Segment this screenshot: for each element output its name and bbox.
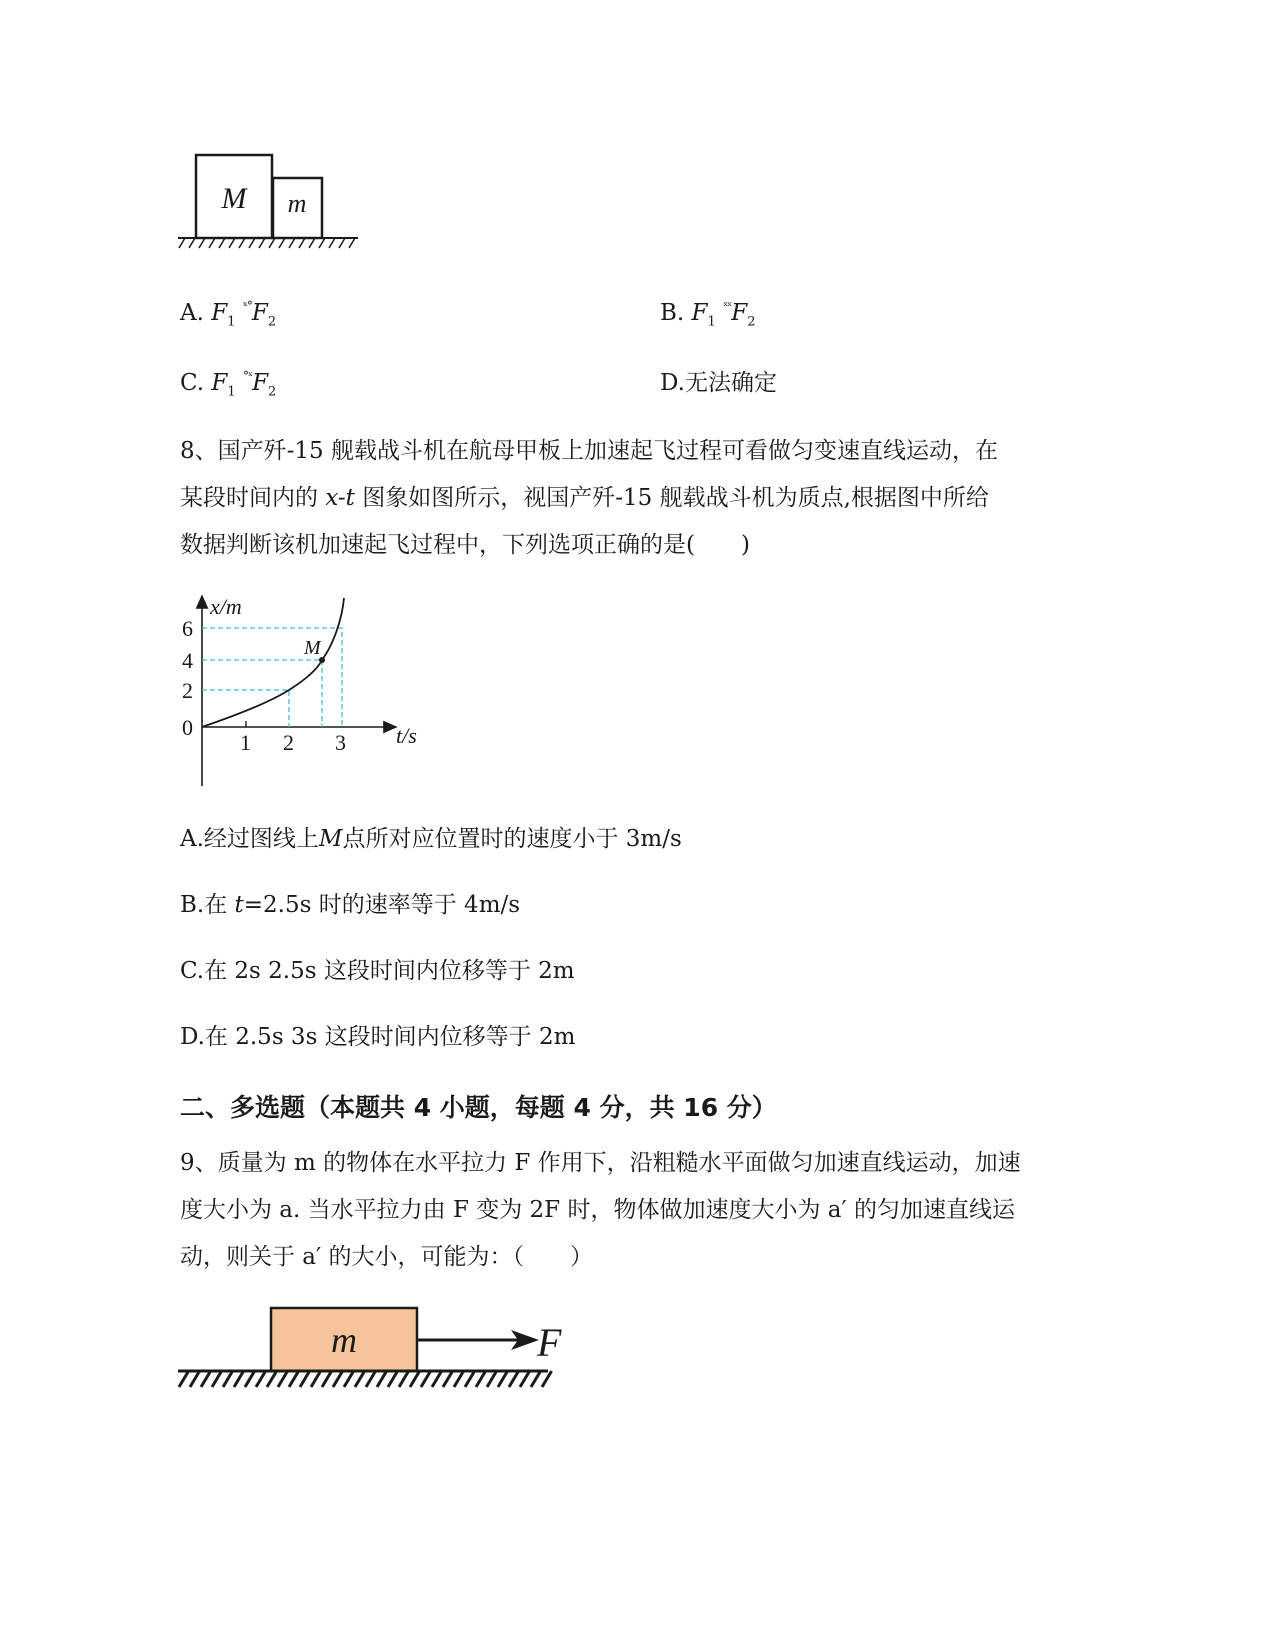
guide-lines — [202, 628, 342, 727]
ground-hatching — [179, 238, 355, 248]
q7-option-c[interactable]: C. $F_1$ $^{^\circ ˣ}F_2$ — [180, 369, 277, 400]
q7-option-b[interactable]: B. $F_1$ $^{ˣˣ}F_2$ — [660, 299, 756, 330]
block-m-label: m — [331, 1320, 357, 1360]
xt-graph — [170, 590, 430, 790]
q9-line-1: 9、质量为 m 的物体在水平拉力 F 作用下，沿粗糙水平面做匀加速直线运动，加速 — [180, 1150, 1021, 1176]
y-tick-6: 6 — [182, 616, 193, 641]
y-tick-4: 4 — [182, 648, 193, 673]
q8-option-d[interactable]: D.在 2.5s 3s 这段时间内位移等于 2m — [180, 1024, 576, 1050]
x-tick-label-2: 2 — [283, 730, 294, 755]
y-tick-2: 2 — [182, 678, 193, 703]
section-2-heading: 二、多选题（本题共 4 小题，每题 4 分，共 16 分） — [180, 1093, 777, 1122]
q8-line-1: 8、国产歼-15 舰载战斗机在航母甲板上加速起飞过程可看做匀变速直线运动，在 — [180, 438, 998, 464]
y-tick-0: 0 — [182, 715, 193, 740]
q7-option-d[interactable]: D.无法确定 — [660, 370, 777, 396]
point-M-label: M — [304, 637, 321, 659]
force-figure — [175, 1300, 575, 1395]
q8-option-a[interactable]: A.经过图线上M点所对应位置时的速度小于 3m/s — [180, 826, 682, 852]
blocks-figure — [175, 150, 365, 250]
q9-line-3: 动，则关于 a′ 的大小，可能为：（ ） — [180, 1244, 594, 1270]
q8-stem — [180, 428, 1060, 569]
y-axis-label: x/m — [210, 594, 242, 619]
force-label: F — [537, 1320, 562, 1365]
floor-hatching — [179, 1371, 552, 1387]
block-m-label: m — [287, 189, 307, 218]
q9-line-2: 度大小为 a. 当水平拉力由 F 变为 2F 时，物体做加速度大小为 a′ 的匀加速直线运 — [180, 1197, 1015, 1223]
q8-line-2: 某段时间内的 x-t 图象如图所示，视国产歼-15 舰载战斗机为质点,根据图中所给 — [180, 485, 989, 511]
x-tick-label-3: 3 — [335, 730, 346, 755]
block-M-label: M — [221, 182, 247, 215]
q8-line-3: 数据判断该机加速起飞过程中，下列选项正确的是( ) — [180, 532, 750, 558]
q8-option-c[interactable]: C.在 2s 2.5s 这段时间内位移等于 2m — [180, 958, 575, 984]
x-tick-label-1: 1 — [240, 730, 251, 755]
q7-option-a[interactable]: A. $F_1$ $^{ˣ^\circ}F_2$ — [180, 299, 277, 330]
q8-option-b[interactable]: B.在 t=2.5s 时的速率等于 4m/s — [180, 892, 521, 918]
x-axis-label: t/s — [396, 723, 417, 748]
q9-stem — [180, 1140, 1060, 1281]
